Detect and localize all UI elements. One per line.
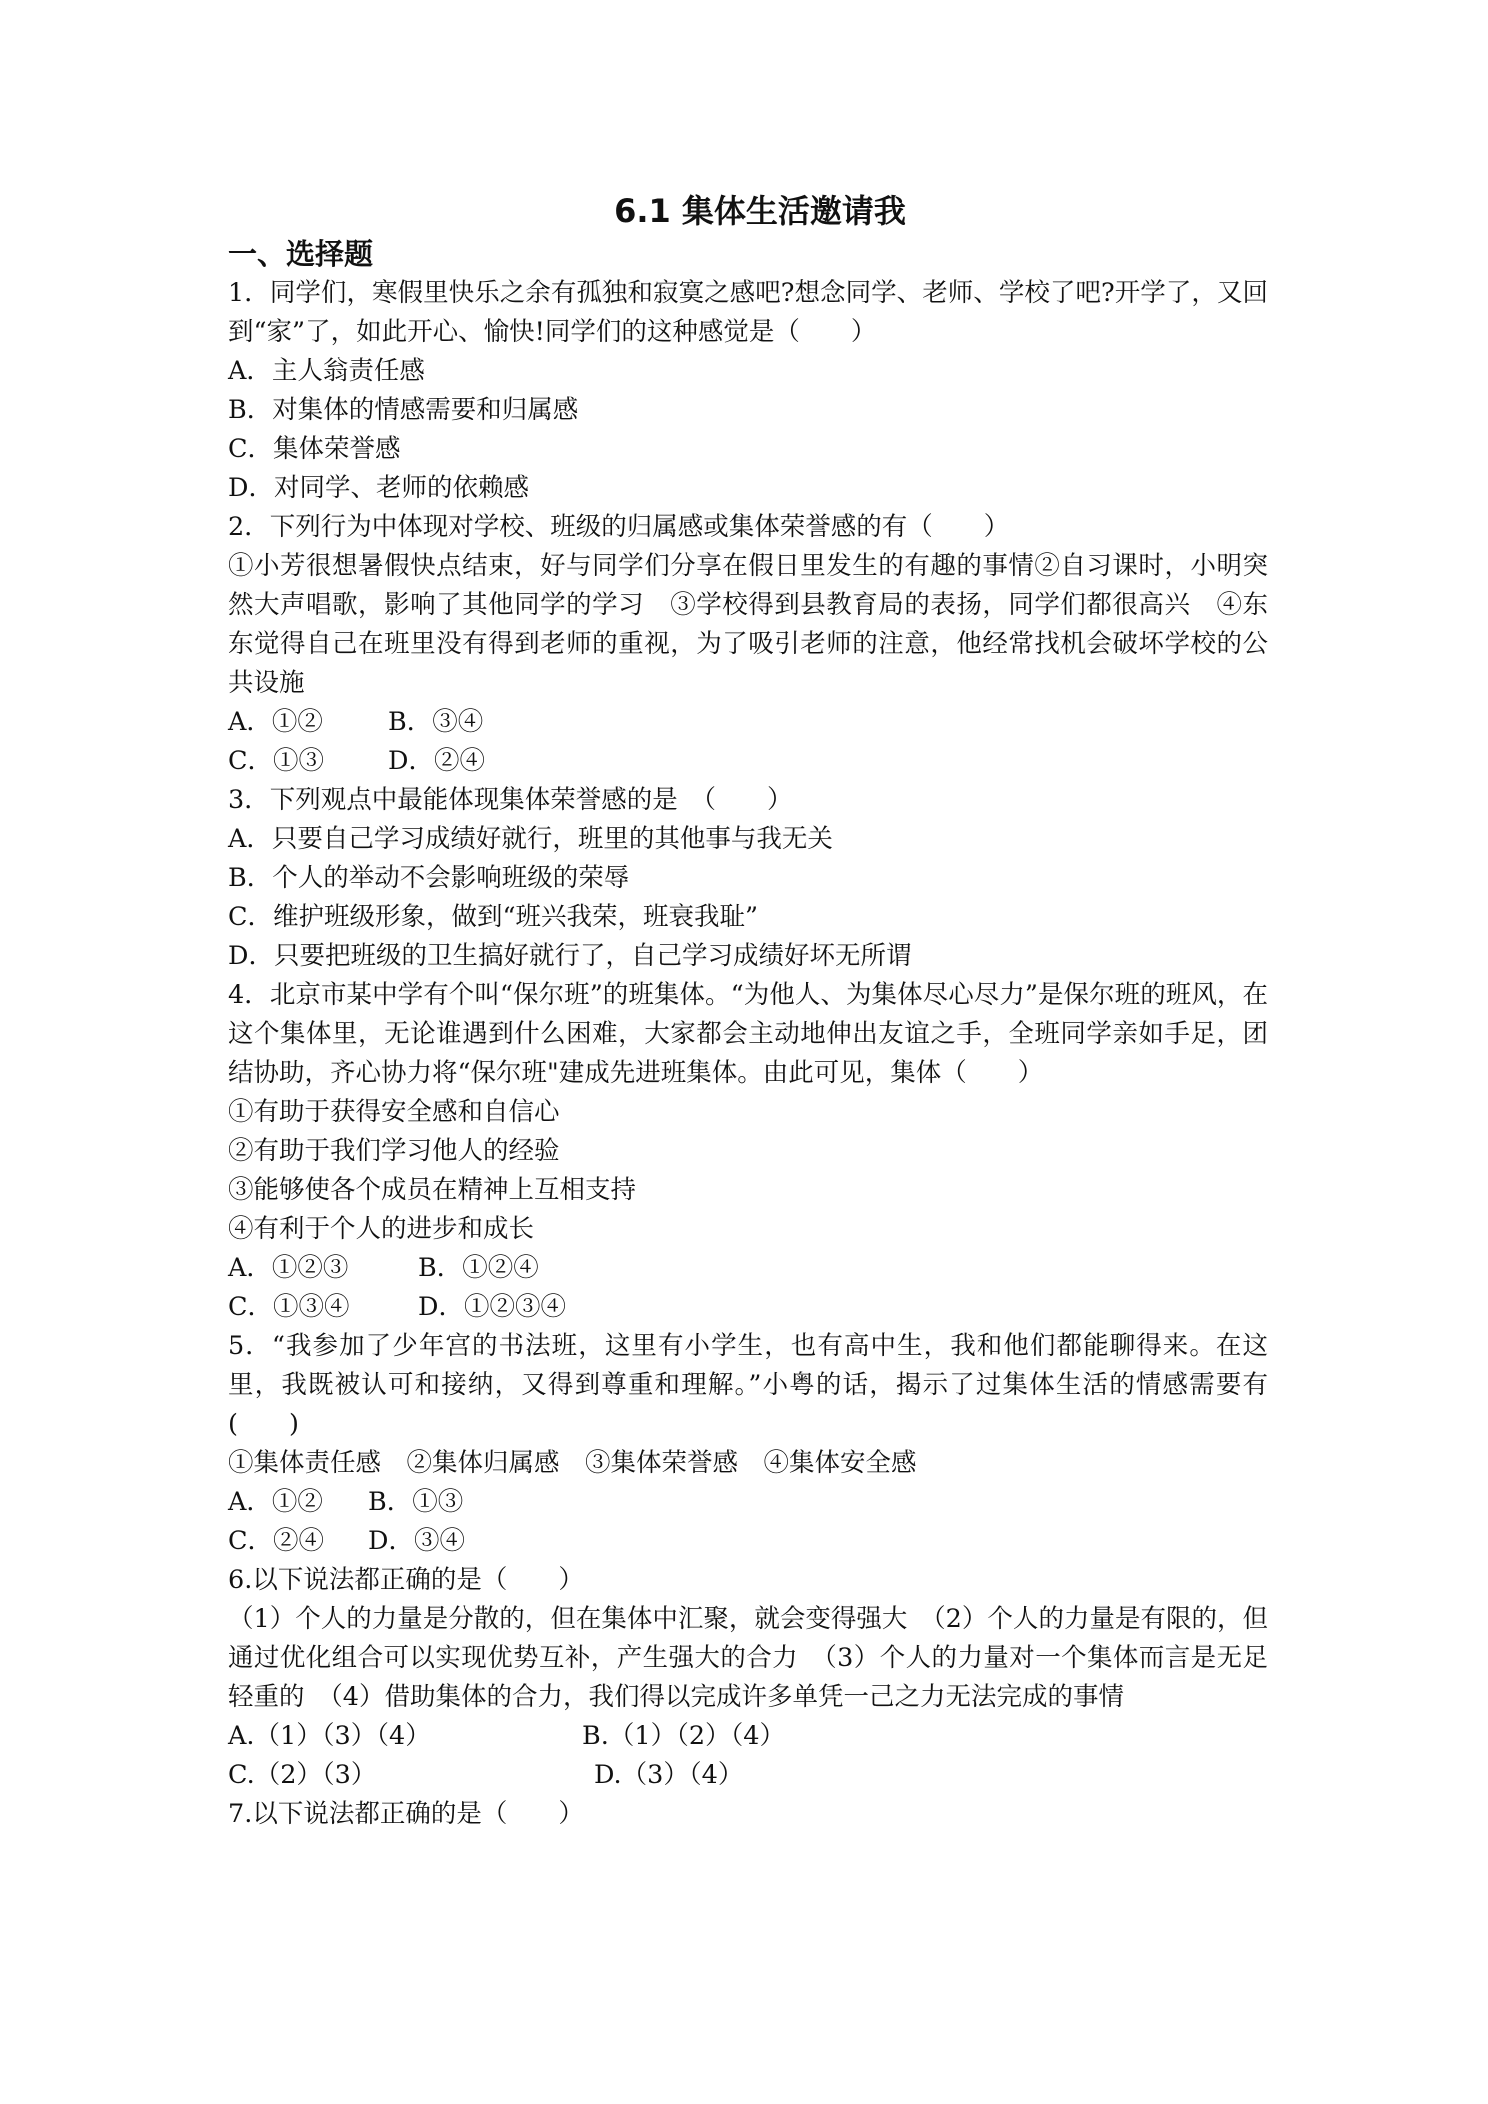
question-3-option-d: D．只要把班级的卫生搞好就行了，自己学习成绩好坏无所谓 [228, 941, 912, 971]
question-5-option-d: D．③④ [368, 1526, 465, 1556]
question-6-options-row-2 [228, 1756, 1268, 1795]
question-2-option-a: A．①② [228, 707, 323, 737]
section-heading: 一、选择题 [228, 237, 374, 271]
question-1-stem: 1．同学们，寒假里快乐之余有孤独和寂寞之感吧?想念同学、老师、学校了吧?开学了，又回到“家”了，如此开心、愉快!同学们的这种感觉是（ ） [228, 278, 1268, 347]
question-7-stem: 7.以下说法都正确的是（ ） [228, 1799, 584, 1829]
question-2-options-row-1 [228, 703, 1268, 742]
question-5-option-b: B．①③ [368, 1487, 464, 1517]
question-4-statement-4: ④有利于个人的进步和成长 [228, 1214, 535, 1244]
question-6-option-c: C.（2）（3） [228, 1760, 377, 1790]
question-5-option-c: C．②④ [228, 1526, 325, 1556]
question-3-option-c: C．维护班级形象，做到“班兴我荣，班衰我耻” [228, 902, 759, 932]
question-4-options-row-1 [228, 1249, 1268, 1288]
question-5-option-a: A．①② [228, 1487, 323, 1517]
question-4-option-c: C．①③④ [228, 1292, 350, 1322]
question-6-option-d: D.（3）（4） [594, 1760, 744, 1790]
question-3-stem: 3．下列观点中最能体现集体荣誉感的是 （ ） [228, 785, 793, 815]
question-5-options-row-1 [228, 1483, 1268, 1522]
question-4-statement-3: ③能够使各个成员在精神上互相支持 [228, 1175, 637, 1205]
question-6-option-a: A.（1）（3）（4） [228, 1721, 431, 1751]
document-page [228, 188, 1268, 1834]
question-5-options-row-2 [228, 1522, 1268, 1561]
question-6-option-b: B.（1）（2）（4） [582, 1721, 786, 1751]
question-2-option-d: D．②④ [388, 746, 485, 776]
question-6-stem: 6.以下说法都正确的是（ ） [228, 1565, 584, 1595]
question-6-statements: （1）个人的力量是分散的，但在集体中汇聚，就会变得强大 （2）个人的力量是有限的，但通过优化组合可以实现优势互补，产生强大的合力 （3）个人的力量对一个集体而言是无足轻重的 （4）借助集体的合力，我们得以完成许多单凭一己之力无法完成的事情 [228, 1604, 1268, 1712]
question-5-statements: ①集体责任感 ②集体归属感 ③集体荣誉感 ④集体安全感 [228, 1448, 917, 1478]
question-2-option-b: B．③④ [388, 707, 484, 737]
question-4-options-row-2 [228, 1288, 1268, 1327]
question-2-option-c: C．①③ [228, 746, 325, 776]
question-2-stem: 2．下列行为中体现对学校、班级的归属感或集体荣誉感的有（ ） [228, 512, 1010, 542]
question-3-option-b: B．个人的举动不会影响班级的荣辱 [228, 863, 630, 893]
question-6-options-row-1 [228, 1717, 1268, 1756]
question-2-statements: ①小芳很想暑假快点结束，好与同学们分享在假日里发生的有趣的事情②自习课时，小明突然大声唱歌，影响了其他同学的学习 ③学校得到县教育局的表扬，同学们都很高兴 ④东东觉得自己在班里没有得到老师的重视，为了吸引老师的注意，他经常找机会破坏学校的公共设施 [228, 551, 1268, 698]
question-4-statement-1: ①有助于获得安全感和自信心 [228, 1097, 560, 1127]
question-2-options-row-2 [228, 742, 1268, 781]
question-1-option-a: A．主人翁责任感 [228, 356, 425, 386]
question-1-option-d: D．对同学、老师的依赖感 [228, 473, 529, 503]
question-4-statement-2: ②有助于我们学习他人的经验 [228, 1136, 560, 1166]
question-4-option-b: B．①②④ [418, 1253, 539, 1283]
question-4-stem: 4．北京市某中学有个叫“保尔班”的班集体。“为他人、为集体尽心尽力”是保尔班的班风，在这个集体里，无论谁遇到什么困难，大家都会主动地伸出友谊之手，全班同学亲如手足，团结协助，齐心协力将“保尔班"建成先进班集体。由此可见，集体（ ） [228, 980, 1268, 1088]
question-4-option-a: A．①②③ [228, 1253, 349, 1283]
question-1-option-c: C．集体荣誉感 [228, 434, 401, 464]
question-3-option-a: A．只要自己学习成绩好就行，班里的其他事与我无关 [228, 824, 833, 854]
question-5-stem: 5．“我参加了少年宫的书法班，这里有小学生，也有高中生，我和他们都能聊得来。在这里，我既被认可和接纳，又得到尊重和理解。”小粤的话，揭示了过集体生活的情感需要有( ) [228, 1331, 1268, 1439]
document-title: 6.1 集体生活邀请我 [614, 192, 906, 230]
question-4-option-d: D．①②③④ [418, 1292, 566, 1322]
question-1-option-b: B．对集体的情感需要和归属感 [228, 395, 579, 425]
